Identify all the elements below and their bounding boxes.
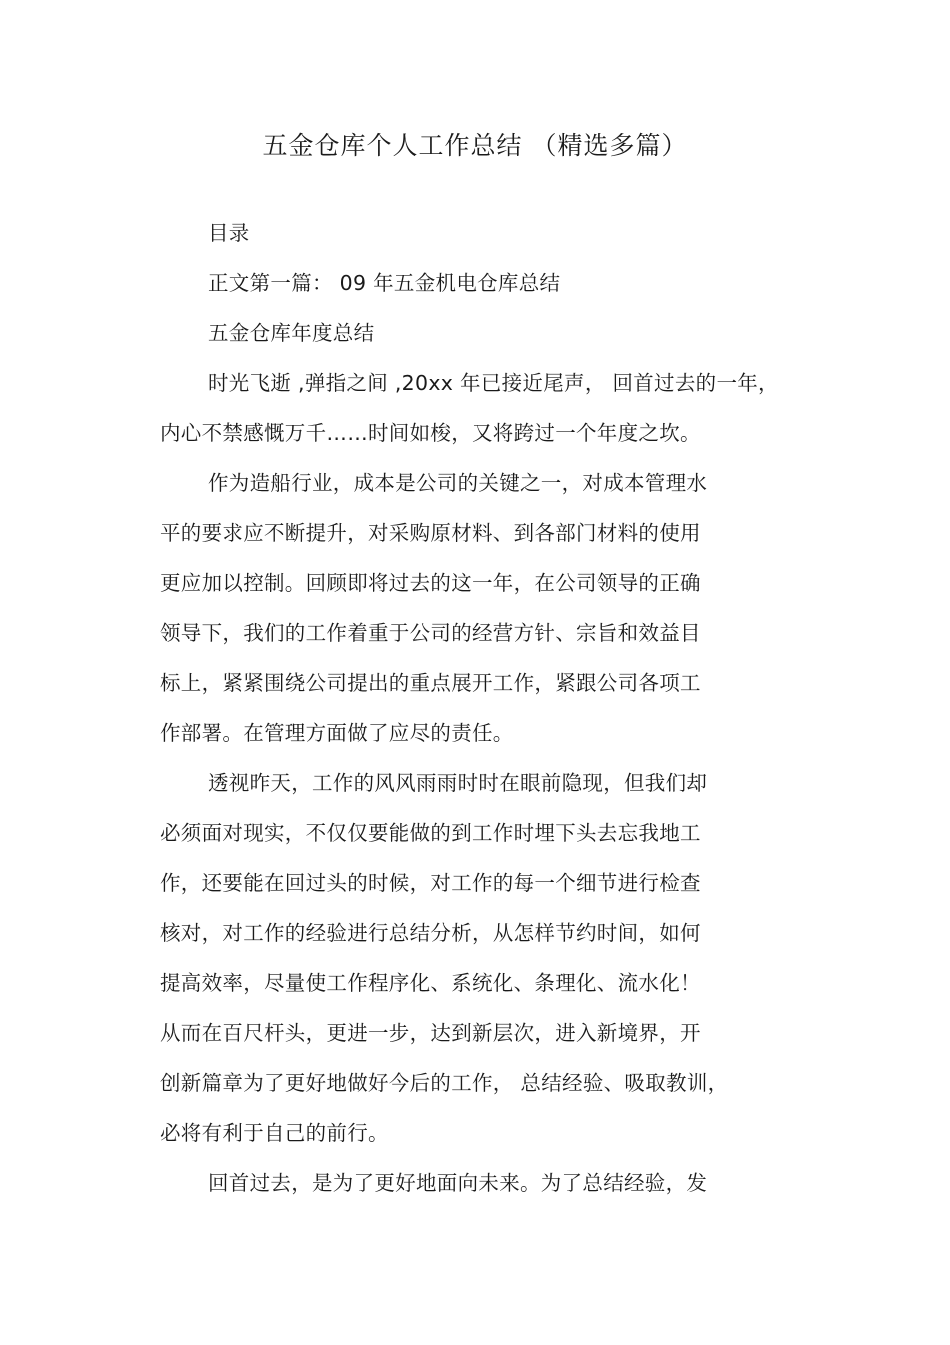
paragraph-line: 平的要求应不断提升，对采购原材料、到各部门材料的使用 <box>160 521 701 545</box>
paragraph-line: 内心不禁感慨万千……时间如梭，又将跨过一个年度之坎。 <box>160 421 701 445</box>
paragraph-line: 必须面对现实，不仅仅要能做的到工作时埋下头去忘我地工 <box>160 821 701 845</box>
paragraph-line: 核对，对工作的经验进行总结分析，从怎样节约时间，如何 <box>160 921 701 945</box>
paragraph-line: 时光飞逝 ,弹指之间 ,20xx 年已接近尾声， 回首过去的一年， <box>208 371 779 395</box>
paragraph-line: 更应加以控制。回顾即将过去的这一年，在公司领导的正确 <box>160 571 701 595</box>
paragraph-line: 创新篇章为了更好地做好今后的工作， 总结经验、吸取教训， <box>160 1071 729 1095</box>
paragraph-line: 作部署。在管理方面做了应尽的责任。 <box>160 721 514 745</box>
paragraph-line: 作，还要能在回过头的时候，对工作的每一个细节进行检查 <box>160 871 701 895</box>
paragraph-line: 领导下，我们的工作着重于公司的经营方针、宗旨和效益目 <box>160 621 701 645</box>
document-title: 五金仓库个人工作总结 （精选多篇） <box>262 131 688 160</box>
paragraph-line: 从而在百尺杆头，更进一步，达到新层次，进入新境界，开 <box>160 1021 701 1045</box>
toc-entry-first: 正文第一篇： 09 年五金机电仓库总结 <box>208 271 561 295</box>
toc-heading: 目录 <box>208 221 250 245</box>
section-heading: 五金仓库年度总结 <box>208 321 375 345</box>
paragraph-line: 作为造船行业，成本是公司的关键之一，对成本管理水 <box>208 471 708 495</box>
paragraph-line: 回首过去，是为了更好地面向未来。为了总结经验，发 <box>208 1171 708 1195</box>
paragraph-line: 透视昨天，工作的风风雨雨时时在眼前隐现，但我们却 <box>208 771 708 795</box>
paragraph-line: 提高效率，尽量使工作程序化、系统化、条理化、流水化！ <box>160 971 701 995</box>
paragraph-line: 标上，紧紧围绕公司提出的重点展开工作，紧跟公司各项工 <box>160 671 701 695</box>
paragraph-line: 必将有利于自己的前行。 <box>160 1121 389 1145</box>
